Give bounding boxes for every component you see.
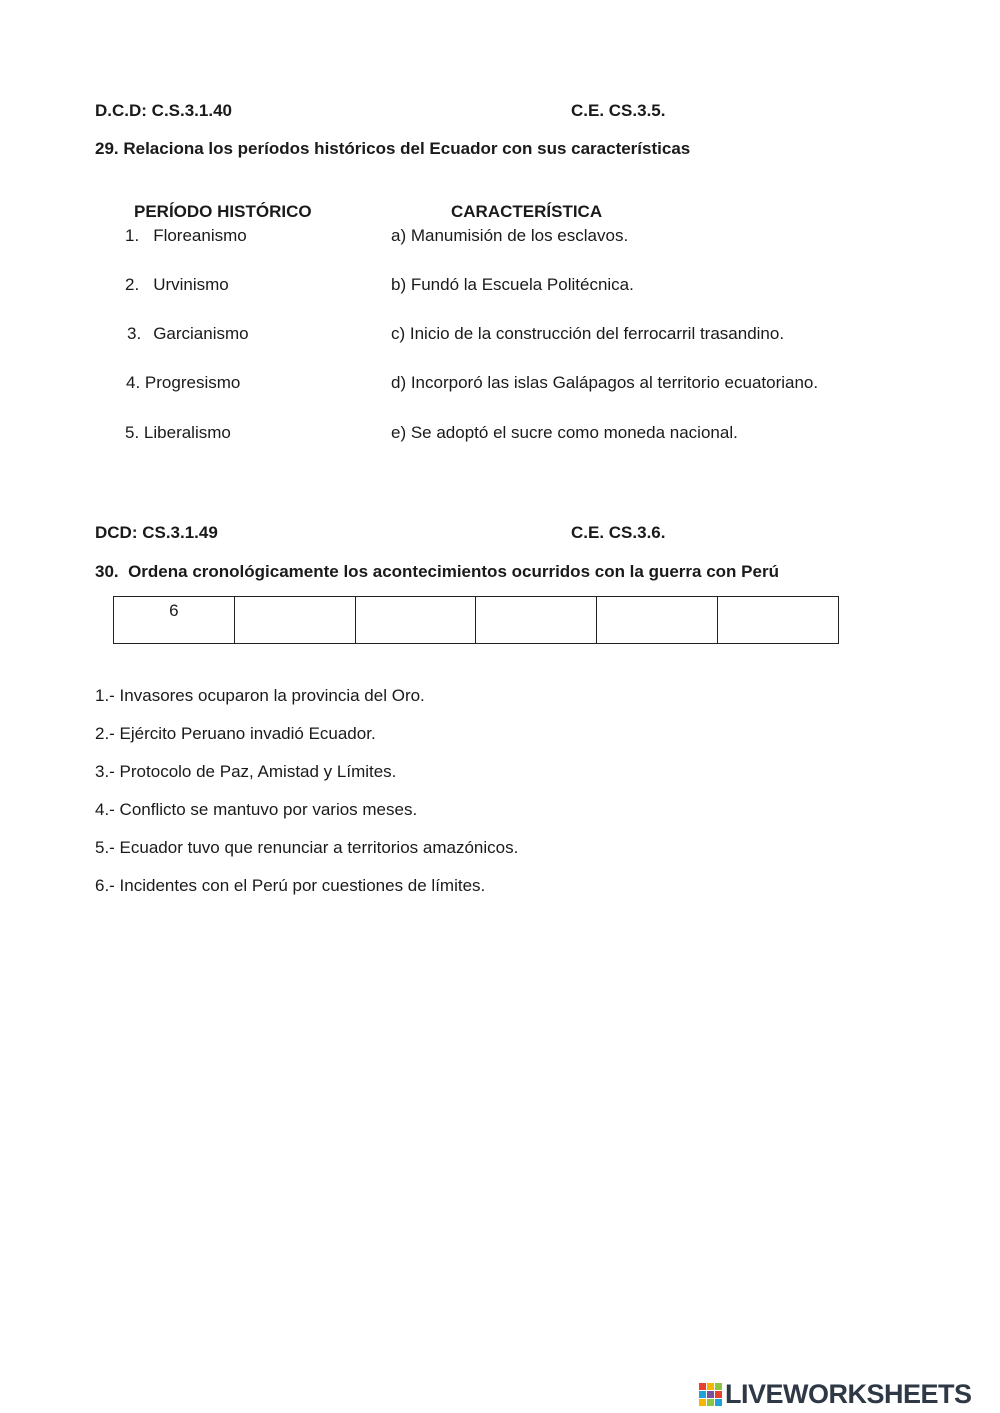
characteristic-a: a) Manumisión de los esclavos. [391,226,629,245]
dcd-code-2: DCD: CS.3.1.49 [95,523,218,542]
characteristic-d: d) Incorporó las islas Galápagos al territorio ecuatoriano. [391,373,819,392]
logo-icon-cell [707,1383,714,1390]
period-name: Urvinismo [153,275,229,294]
question-30: 30. Ordena cronológicamente los acontecimientos ocurridos con la guerra con Perú [95,562,779,581]
characteristic-c: c) Inicio de la construcción del ferrocarril trasandino. [391,324,785,343]
period-number: 5. [125,423,140,442]
dcd-code-1: D.C.D: C.S.3.1.40 [95,101,232,120]
period-name: Liberalismo [143,423,231,442]
event-item-1: 1.- Invasores ocuparon la provincia del Oro. [95,686,425,705]
logo-text: LIVEWORKSHEETS [725,1378,972,1409]
chronology-answer-table [113,596,839,644]
answer-box-4[interactable] [476,597,597,644]
period-name: Progresismo [144,373,241,392]
period-number: 3. [127,324,142,343]
logo-icon-cell [715,1399,722,1406]
event-item-4: 4.- Conflicto se mantuvo por varios meses. [95,800,418,819]
liveworksheets-logo[interactable] [698,1379,972,1409]
liveworksheets-grid-icon [698,1382,722,1406]
period-item-4 [126,373,240,393]
event-item-5: 5.- Ecuador tuvo que renunciar a territorios amazónicos. [95,838,519,857]
answer-box-6[interactable] [718,597,839,644]
logo-icon-cell [715,1383,722,1390]
logo-icon-cell [699,1383,706,1390]
answer-box-3[interactable] [355,597,476,644]
period-number: 1. [125,226,140,245]
period-column-header: PERÍODO HISTÓRICO [134,202,312,221]
logo-icon-cell [699,1391,706,1398]
ce-code-1: C.E. CS.3.5. [571,101,666,120]
event-item-2: 2.- Ejército Peruano invadió Ecuador. [95,724,376,743]
period-item-5 [125,423,231,443]
characteristic-e: e) Se adoptó el sucre como moneda nacional. [391,423,738,442]
answer-box-2[interactable] [234,597,355,644]
period-item-1 [125,226,247,246]
answer-row [114,597,839,644]
characteristic-column-header: CARACTERÍSTICA [451,202,603,221]
characteristic-b: b) Fundó la Escuela Politécnica. [391,275,634,294]
question-29: 29. Relaciona los períodos históricos del Ecuador con sus características [95,139,691,158]
period-number: 2. [125,275,140,294]
logo-icon-cell [699,1399,706,1406]
period-item-3 [127,324,249,344]
period-name: Floreanismo [153,226,247,245]
ce-code-2: C.E. CS.3.6. [571,523,666,542]
logo-icon-cell [707,1391,714,1398]
event-item-3: 3.- Protocolo de Paz, Amistad y Límites. [95,762,397,781]
logo-icon-cell [707,1399,714,1406]
period-number: 4. [126,373,141,392]
answer-box-5[interactable] [597,597,718,644]
event-item-6: 6.- Incidentes con el Perú por cuestiones de límites. [95,876,486,895]
logo-icon-cell [715,1391,722,1398]
period-item-2 [125,275,229,295]
answer-box-1[interactable]: 6 [114,597,235,644]
period-name: Garcianismo [153,324,249,343]
